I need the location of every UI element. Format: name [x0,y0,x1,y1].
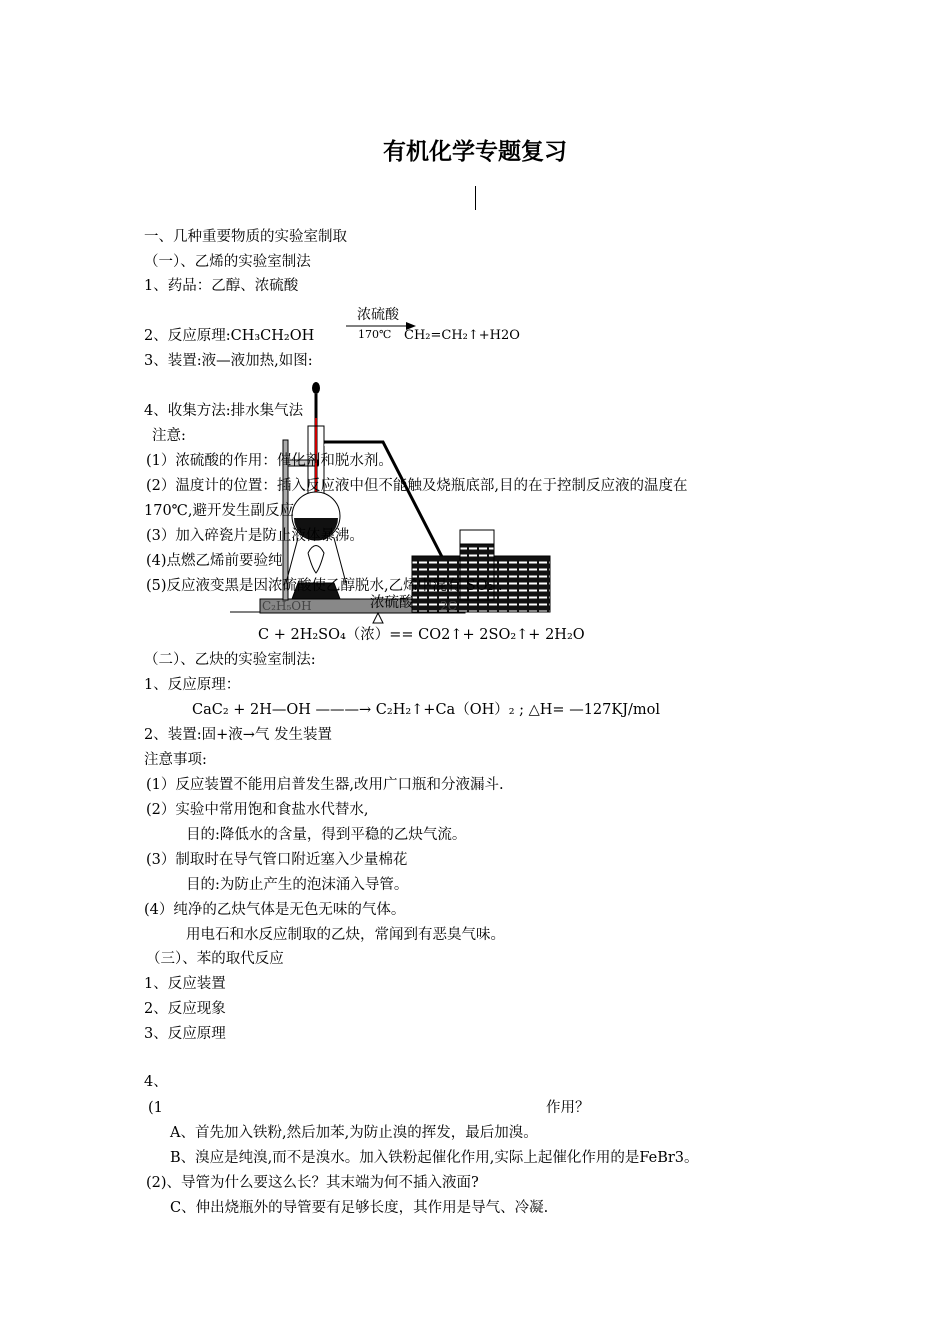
text-cursor [475,186,476,210]
text-line: 1、反应原理： [144,677,241,693]
text-line: 3、反应原理 [144,1026,226,1042]
subsection-heading: （一）、乙烯的实验室制法 [144,254,311,270]
text-line: 4、 [144,1074,168,1090]
text-fragment: 2C [440,599,457,613]
text-fragment: C₂H₅OH [262,599,312,613]
text-line: A、首先加入铁粉,然后加苯,为防止溴的挥发，最后加溴。 [170,1125,538,1141]
text-line: 注意事项: [144,752,207,768]
subsection-heading: （二）、乙炔的实验室制法: [144,652,316,668]
text-line: (2）温度计的位置：插入反应液中但不能触及烧瓶底部,目的在于控制反应液的温度在 [146,478,688,494]
text-line: (5)反应液变黑是因浓硫酸使乙醇脱水,乙烯中混有 SO₂ . [146,578,503,594]
text-line: 注意: [152,428,186,444]
text-line: (1 [148,1100,163,1116]
text-line: (3）制取时在导气管口附近塞入少量棉花 [146,852,408,868]
text-line: 目的:为防止产生的泡沫涌入导管。 [186,877,409,893]
text-line: 3、装置:液—液加热,如图: [144,353,313,369]
text-line: (4）纯净的乙炔气体是无色无味的气体。 [144,902,406,918]
text-line: 4、收集方法:排水集气法 [144,403,304,419]
text-line: 作用？ [546,1100,590,1116]
text-line: 170℃,避开发生副反应 [144,503,295,519]
page-title: 有机化学专题复习 [383,139,567,165]
heat-triangle-icon [372,612,384,624]
equation: CaC₂ + 2H—OH ———→ C₂H₂↑+Ca（OH）₂ ; △H= —127KJ/mol [192,702,661,718]
text-line: 2、装置:固+液→气 发生装置 [144,727,333,743]
text-line: 1、反应装置 [144,976,226,992]
text-line: (2)、导管为什么要这么长？其末端为何不插入液面? [146,1175,479,1191]
text-line: (3）加入碎瓷片是防止液体暴沸。 [146,528,364,544]
text-line: 用电石和水反应制取的乙炔，常闻到有恶臭气味。 [186,927,505,943]
reaction-condition: 浓硫酸 [357,307,399,323]
reaction-product: CH₂=CH₂↑+H2O [404,328,520,343]
text-line: 2、反应原理:CH₃CH₂OH [144,328,315,344]
text-line: B、溴应是纯溴,而不是溴水。加入铁粉起催化作用,实际上起催化作用的是FeBr3。 [170,1150,699,1166]
reaction-temperature: 170℃ [358,328,392,341]
text-line: C、伸出烧瓶外的导管要有足够长度，其作用是导气、冷凝. [170,1200,549,1216]
blank-region [180,1096,545,1118]
text-line: 1、药品：乙醇、浓硫酸 [144,278,299,294]
subsection-heading: （三）、苯的取代反应 [146,951,284,967]
text-line: (2）实验中常用饱和食盐水代替水, [146,802,369,818]
text-line: (1）反应装置不能用启普发生器,改用广口瓶和分液漏斗. [146,777,504,793]
text-line: 2、反应现象 [144,1001,226,1017]
section-heading: 一、几种重要物质的实验室制取 [144,229,347,245]
equation: C + 2H₂SO₄（浓）== CO2↑+ 2SO₂↑+ 2H₂O [258,627,585,643]
text-line: (4)点燃乙烯前要验纯 [146,553,283,569]
text-line: (1）浓硫酸的作用：催化剂和脱水剂。 [146,453,393,469]
reaction-condition: 浓硫酸 [370,595,414,611]
text-line: 目的:降低水的含量，得到平稳的乙炔气流。 [186,827,467,843]
